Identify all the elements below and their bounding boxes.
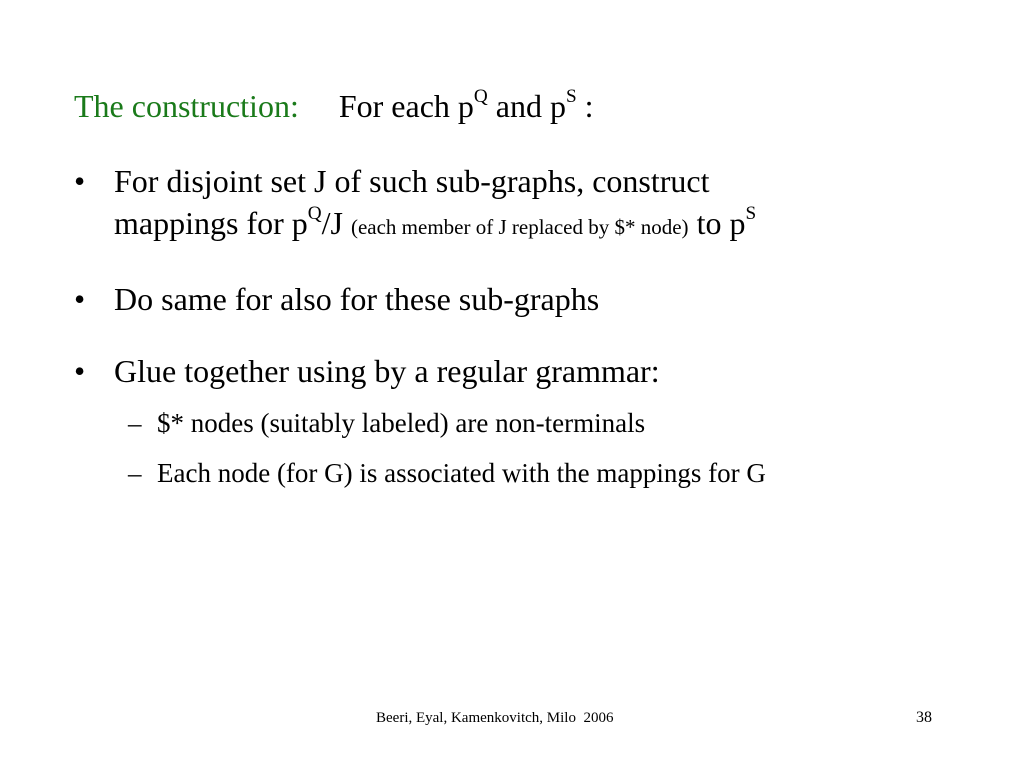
bullet-disjoint-set xyxy=(74,160,974,248)
bullet-line-1: For disjoint set J of such sub-graphs, construct xyxy=(114,163,710,199)
mappings-for: mappings for p xyxy=(114,205,308,241)
sub-bullet-node-mappings xyxy=(128,455,988,491)
bullet-do-same xyxy=(74,278,974,320)
title-s-superscript: S xyxy=(565,86,577,108)
bullet-marker: • xyxy=(74,281,86,317)
to-p: to p xyxy=(688,205,746,241)
slash-j: /J xyxy=(321,205,351,241)
sub-bullet-text: Each node (for G) is associated with the mappings for G xyxy=(157,458,766,488)
bullet-text: Glue together using by a regular grammar: xyxy=(114,353,660,389)
slide-title xyxy=(74,84,594,128)
footer-authors: Beeri, Eyal, Kamenkovitch, Milo 2006 xyxy=(376,710,614,726)
title-and: and p xyxy=(487,88,566,124)
title-colon: : xyxy=(576,88,594,124)
title-for-each: For each p xyxy=(338,88,474,124)
bullet-glue-together xyxy=(74,350,974,392)
q-superscript: Q xyxy=(307,203,322,225)
sub-bullet-marker: – xyxy=(128,458,142,488)
page-number: 38 xyxy=(916,709,932,726)
bullet-line-2 xyxy=(114,202,974,248)
sub-bullet-marker: – xyxy=(128,408,142,438)
title-q-superscript: Q xyxy=(473,86,488,108)
s-superscript: S xyxy=(745,203,757,225)
bullet-marker: • xyxy=(74,163,86,199)
sub-bullet-non-terminals xyxy=(128,405,988,441)
bullet-text: Do same for also for these sub-graphs xyxy=(114,281,600,317)
bullet-text xyxy=(114,160,974,248)
title-label: The construction: xyxy=(74,88,299,124)
sub-bullet-text: $* nodes (suitably labeled) are non-terminals xyxy=(157,408,646,438)
bullet-marker: • xyxy=(74,353,86,389)
replacement-note: (each member of J replaced by $* node) xyxy=(350,215,689,239)
